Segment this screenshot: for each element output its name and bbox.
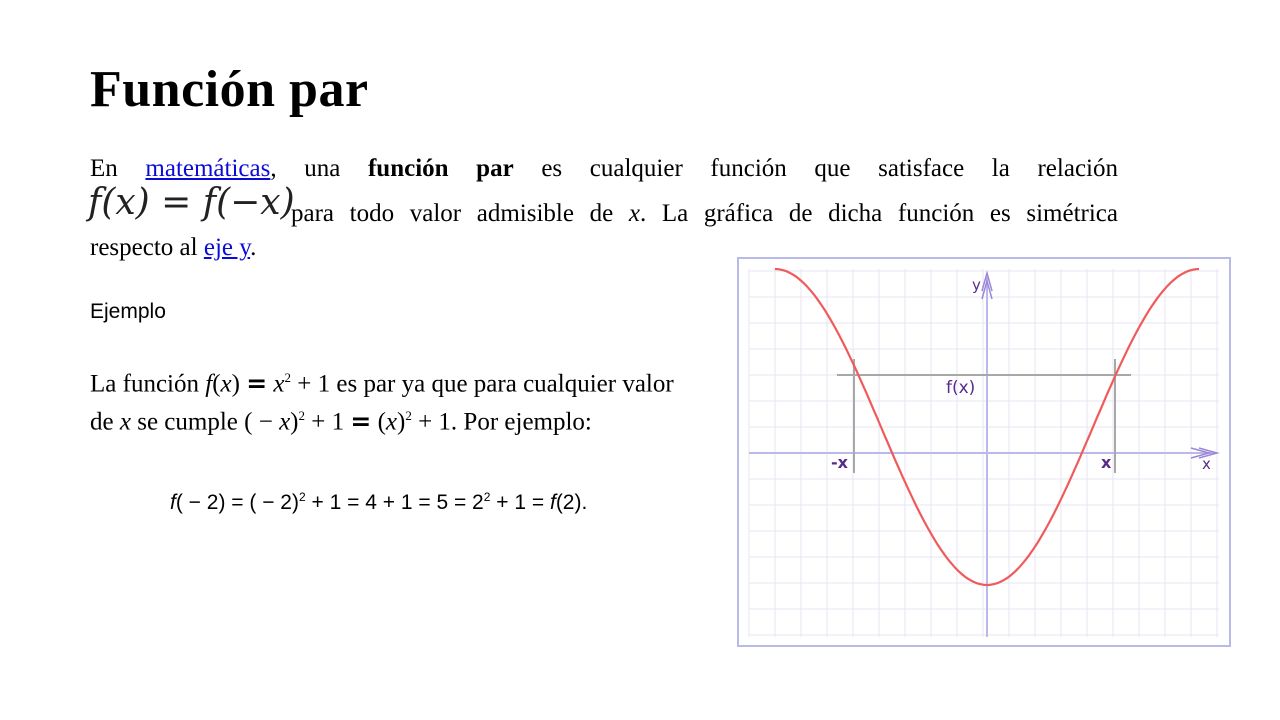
intro-text: para todo valor admisible de xyxy=(291,200,629,227)
formula-text: (2). xyxy=(555,491,588,514)
page-title: Función par xyxy=(90,61,369,118)
intro-line-1 xyxy=(90,155,1118,183)
example-text: + 1. Por ejemplo: xyxy=(411,408,592,436)
exponent: 2 xyxy=(298,490,306,504)
math-var: f xyxy=(170,491,176,514)
example-text: ) xyxy=(397,408,406,436)
example-text: + 1 es par ya que para cualquier valor de xyxy=(90,370,674,436)
math-var: x xyxy=(628,200,640,227)
intro-text: En xyxy=(90,155,146,182)
exponent: 2 xyxy=(284,370,292,385)
formula-text: + 1 = xyxy=(490,491,550,514)
example-text: La función xyxy=(90,370,206,398)
example-text: + 1 xyxy=(305,408,351,436)
example-text: ( xyxy=(212,370,221,398)
example-heading: Ejemplo xyxy=(90,300,166,323)
math-var: f xyxy=(205,370,213,398)
link-matematicas[interactable]: matemáticas xyxy=(145,155,271,182)
equals-sign: = xyxy=(350,406,372,436)
example-text: ) xyxy=(290,408,299,436)
math-var: f xyxy=(549,491,556,514)
intro-text: es cualquier función que satisface la relación xyxy=(513,155,1118,182)
exponent: 2 xyxy=(405,408,412,424)
intro-line-2 xyxy=(88,182,1118,227)
example-text: ) xyxy=(231,370,247,398)
graph-svg xyxy=(739,259,1229,645)
y-axis-label: y xyxy=(972,276,981,294)
intro-text: , una xyxy=(270,155,368,182)
intro-text: . xyxy=(250,234,257,261)
neg-x-label: -x xyxy=(831,453,848,472)
math-var: x xyxy=(279,408,291,436)
intro-line-2-text xyxy=(291,200,1118,228)
even-function-graph xyxy=(737,257,1231,647)
intro-bold-term: función par xyxy=(367,155,514,182)
exponent: 2 xyxy=(483,490,491,504)
math-var: x xyxy=(273,370,285,398)
link-eje-y[interactable]: eje y xyxy=(203,234,251,261)
intro-text: . La gráfica de dicha función es simétrica xyxy=(639,200,1118,227)
math-relation: f(x) = f(−x) xyxy=(88,182,295,223)
math-var: x xyxy=(220,370,232,398)
x-axis-label: x xyxy=(1202,455,1211,473)
example-text: ( xyxy=(371,408,386,436)
exponent: 2 xyxy=(298,408,305,424)
math-var: x xyxy=(119,408,131,436)
example-text: se cumple ( − xyxy=(130,408,280,436)
equals-sign: = xyxy=(246,368,268,398)
math-var: x xyxy=(385,408,397,436)
fx-label: f(x) xyxy=(946,378,976,398)
pos-x-label: x xyxy=(1101,453,1112,472)
example-paragraph xyxy=(90,362,690,439)
intro-text: respecto al xyxy=(90,234,204,261)
example-formula xyxy=(170,490,587,515)
formula-text: ( − 2) = ( − 2) xyxy=(175,491,299,514)
formula-text: + 1 = 4 + 1 = 5 = 2 xyxy=(305,491,484,514)
